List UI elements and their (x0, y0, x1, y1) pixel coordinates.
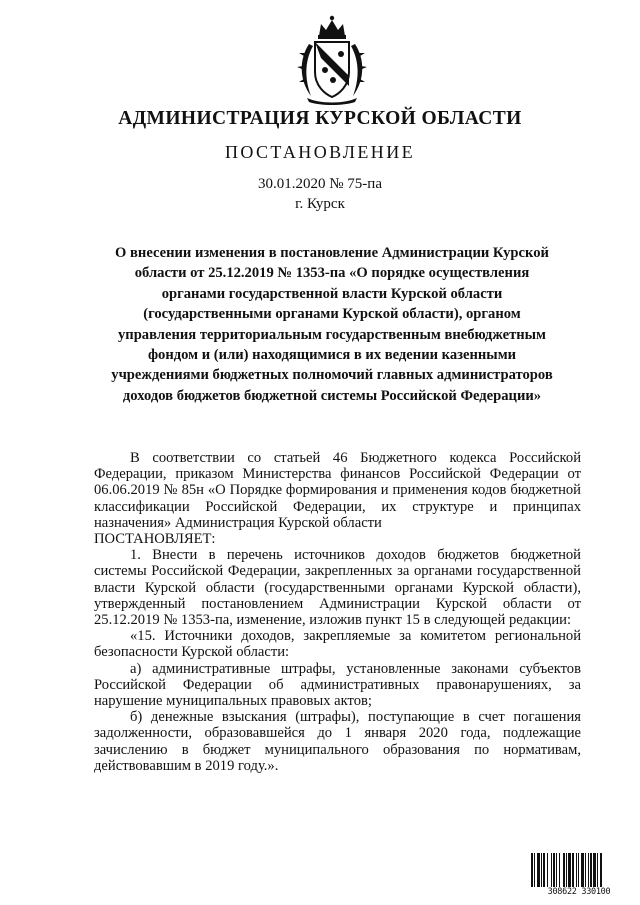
date-and-number: 30.01.2020 № 75-па (258, 176, 382, 192)
barcode-bar (588, 853, 589, 891)
barcode-bar (543, 853, 545, 891)
barcode-bar (563, 853, 565, 891)
barcode-bar (585, 853, 586, 891)
barcode-bar (531, 853, 533, 891)
item-15-paragraph: «15. Источники доходов, закрепляемые за комитетом региональной безопасности Курской области: (94, 628, 581, 661)
barcode-bar (537, 853, 540, 891)
barcode-bar (572, 853, 574, 891)
barcode-bar (556, 853, 557, 891)
barcode-bar (593, 853, 596, 891)
barcode-bar (597, 853, 598, 891)
barcode-bar (551, 853, 552, 891)
barcode-number: 308622 330100 (529, 887, 629, 897)
document-type: ПОСТАНОВЛЕНИЕ (224, 142, 416, 162)
coat-of-arms-icon (295, 14, 369, 106)
barcode-icon (529, 853, 629, 897)
barcode-bar (534, 853, 535, 891)
barcode-bar (566, 853, 567, 891)
decree-word: ПОСТАНОВЛЯЕТ: (94, 531, 216, 548)
barcode-bar (568, 853, 571, 891)
item-1-paragraph: 1. Внести в перечень источников доходов бюджетов бюджетной системы Российской Федерации, закрепленных за органами государственной власти Курской области (государственными органами Курской области), утвержденный постановлением Администрации Курской области от 25.12.2019 № 1353-па, изменение, изложив пункт 15 в следующей редакции: (94, 547, 581, 629)
barcode-bar (541, 853, 542, 891)
barcode-bar (553, 853, 555, 891)
preamble-paragraph: В соответствии со статьей 46 Бюджетного кодекса Российской Федерации, приказом Министерства финансов Российской Федерации от 06.06.2019 № 85н «О Порядке формирования и применения кодов бюджетной классификации Российской Федерации, их структуре и принципах назначения» Администрация Курской области (94, 450, 581, 531)
subitem-a-paragraph: а) административные штрафы, установленные законами субъектов Российской Федерации об административных правонарушениях, за нарушение муниципальных правовых актов; (94, 660, 581, 710)
barcode-bar (576, 853, 577, 891)
barcode-bar (590, 853, 592, 891)
organization-name: АДМИНИСТРАЦИЯ КУРСКОЙ ОБЛАСТИ (118, 108, 522, 129)
document-title: О внесении изменения в постановление Администрации Курской области от 25.12.2019 № 1353-па «О порядке осуществления органами государственной власти Курской области (государственными органами Курской области), органом управления территориальным государственным внебюджетным фондом и (или) находящимися в их ведении казенными учреждениями бюджетных полномочий главных администраторов доходов бюджетов бюджетной системы Российской Федерации» (111, 245, 553, 404)
barcode-bar (559, 853, 560, 891)
barcode-bar (600, 853, 602, 891)
city: г. Курск (295, 196, 345, 212)
barcode-bar (581, 853, 584, 891)
barcode-bar (547, 853, 548, 891)
subitem-b-paragraph: б) денежные взыскания (штрафы), поступающие в счет погашения задолженности, образовавшейся до 1 января 2020 года, подлежащие зачислению в бюджет муниципального образования по нормативам, действовавшим в 2019 году.». (94, 709, 581, 774)
barcode-bar (578, 853, 579, 891)
document-body (94, 450, 581, 774)
